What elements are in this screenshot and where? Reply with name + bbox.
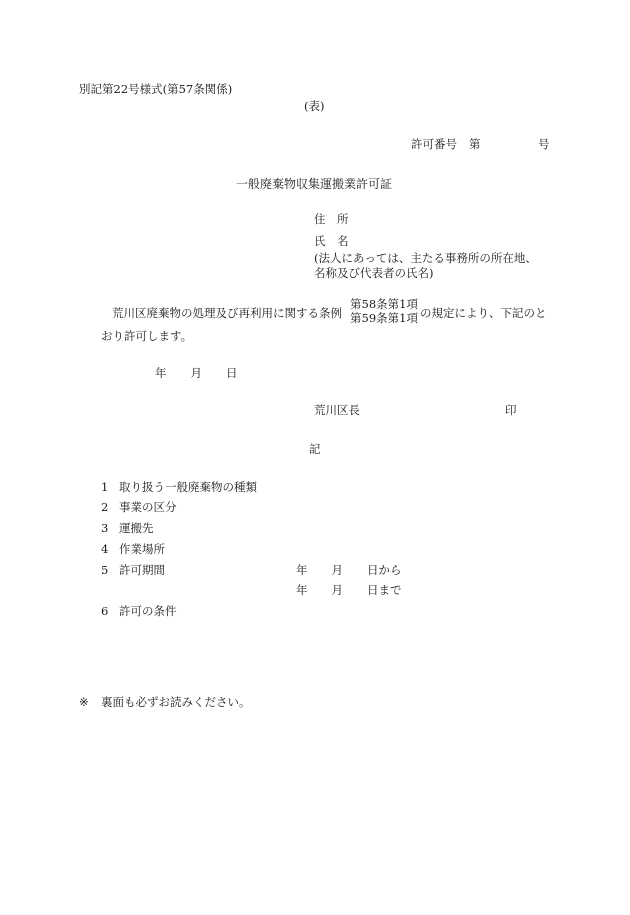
list-item	[101, 502, 177, 514]
item-label: 事業の区分	[119, 500, 177, 514]
permit-number-row	[411, 137, 550, 151]
list-item	[101, 544, 165, 556]
period-from-day: 日から	[367, 563, 402, 577]
item-label: 作業場所	[119, 542, 165, 556]
period-from-month: 月	[331, 563, 343, 577]
item-number: 3	[101, 521, 109, 535]
period-from-year: 年	[296, 563, 308, 577]
article-stack	[350, 297, 418, 325]
body-text-line2: おり許可します。	[101, 329, 193, 343]
issue-date	[155, 368, 238, 380]
item-label: 許可の条件	[119, 604, 177, 618]
item-number: 2	[101, 500, 109, 514]
address-label: 住 所	[314, 212, 349, 226]
period-to	[296, 585, 402, 597]
period-to-day: 日まで	[367, 583, 402, 597]
permit-number-label: 許可番号	[411, 137, 457, 151]
item-label: 取り扱う一般廃棄物の種類	[119, 480, 257, 494]
item-label: 許可期間	[119, 563, 165, 577]
period-from	[296, 565, 402, 577]
name-label: 氏 名	[314, 234, 349, 248]
mayor-title: 荒川区長	[314, 403, 360, 417]
list-item	[101, 523, 154, 535]
item-number: 1	[101, 480, 109, 494]
front-side-label: (表)	[304, 99, 325, 113]
document-title: 一般廃棄物収集運搬業許可証	[236, 177, 393, 191]
footer-note	[79, 697, 251, 709]
footer-note-text: 裏面も必ずお読みください。	[101, 695, 251, 709]
article-top: 第58条第1項	[350, 297, 418, 311]
period-to-year: 年	[296, 583, 308, 597]
corporation-note-line2: 名称及び代表者の氏名)	[314, 266, 434, 280]
corporation-note	[314, 251, 537, 281]
issue-date-year: 年	[155, 366, 167, 380]
reference-mark: ※	[79, 695, 89, 709]
ki-heading: 記	[309, 442, 321, 456]
seal-mark: 印	[505, 403, 517, 417]
body-text-prefix: 荒川区廃棄物の処理及び再利用に関する条例	[112, 306, 342, 320]
list-item	[101, 482, 257, 494]
item-number: 5	[101, 563, 109, 577]
issue-date-day: 日	[226, 366, 238, 380]
permit-number-dai: 第	[469, 137, 481, 151]
body-text-suffix: の規定により、下記のと	[420, 306, 547, 320]
item-number: 4	[101, 542, 109, 556]
corporation-note-line1: (法人にあっては、主たる事務所の所在地、	[314, 251, 537, 265]
item-label: 運搬先	[119, 521, 154, 535]
period-to-month: 月	[331, 583, 343, 597]
issue-date-month: 月	[190, 366, 202, 380]
list-item	[101, 565, 165, 577]
list-item	[101, 606, 177, 618]
article-bottom: 第59条第1項	[350, 311, 418, 325]
permit-number-gou: 号	[538, 137, 550, 151]
item-number: 6	[101, 604, 109, 618]
form-number: 別記第22号様式(第57条関係)	[79, 82, 233, 96]
